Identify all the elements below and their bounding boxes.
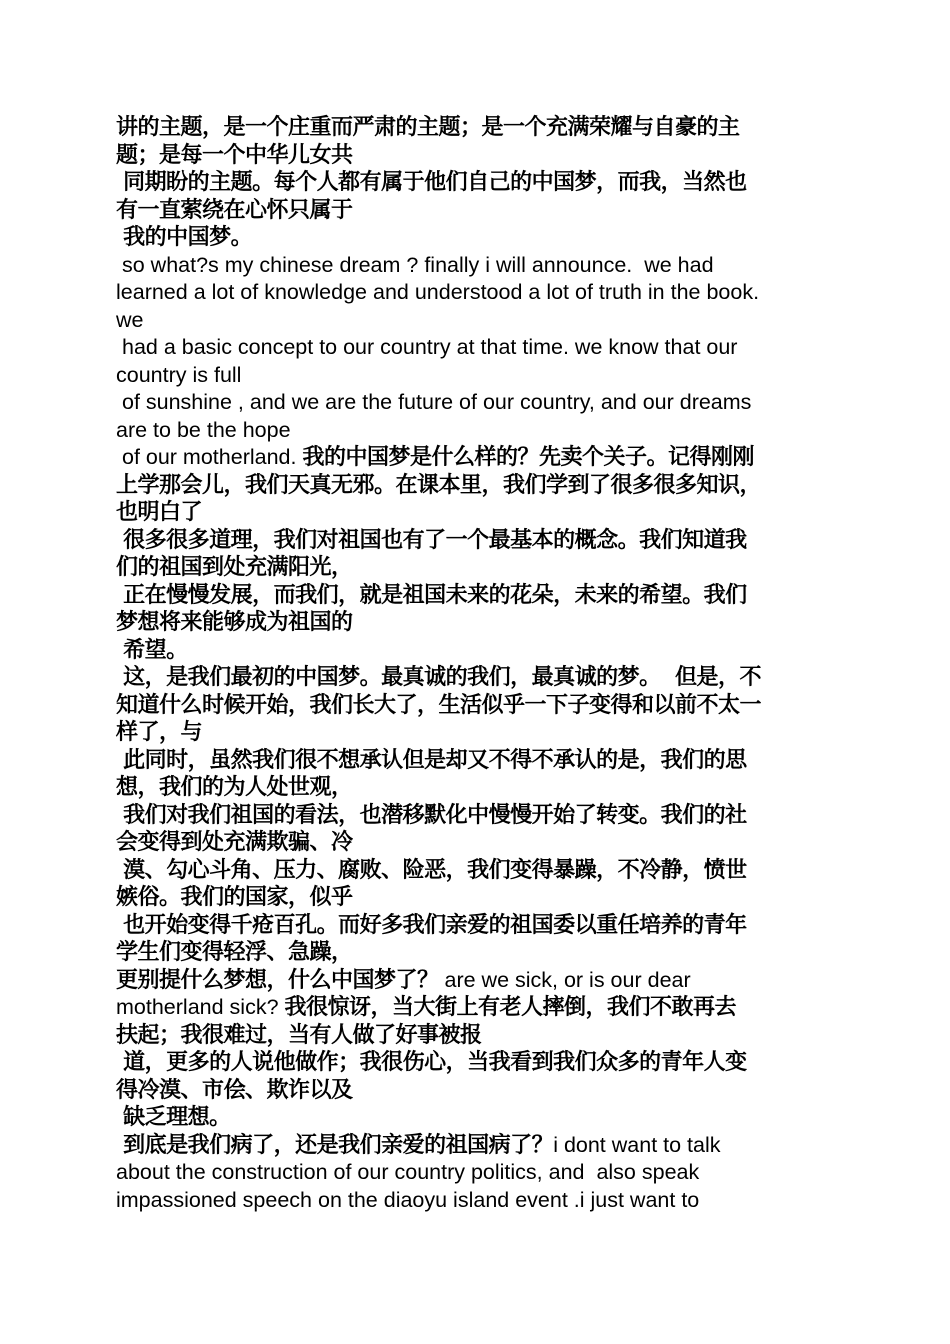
- chinese-text-run: 想，我们的为人处世观，: [116, 775, 353, 800]
- english-text-run: we: [116, 307, 144, 332]
- chinese-text-run: 扶起；我很难过，当有人做了好事被报: [116, 1022, 482, 1048]
- text-line: [116, 719, 840, 747]
- chinese-text-run: 讲的主题，是一个庄重而严肃的主题；是一个充满荣耀与自豪的主: [116, 115, 740, 140]
- chinese-text-run: 同期盼的主题。每个人都有属于他们自己的中国梦，而我，当然也: [116, 170, 747, 195]
- chinese-text-run: 会变得到处充满欺骗、冷: [116, 830, 353, 855]
- text-line: [116, 1132, 840, 1160]
- text-line: [116, 912, 840, 940]
- text-line: [116, 169, 840, 197]
- text-line: [116, 417, 840, 445]
- chinese-text-run: 这，是我们最初的中国梦。最真诚的我们，最真诚的梦。 但是，不: [116, 665, 761, 690]
- text-line: [116, 857, 840, 885]
- english-text-run: impassioned speech on the diaoyu island event .i just want to: [116, 1187, 700, 1212]
- text-line: [116, 1187, 840, 1215]
- text-line: [116, 334, 840, 362]
- chinese-text-run: 梦想将来能够成为祖国的: [116, 610, 353, 635]
- chinese-text-run: 更别提什么梦想，什么中国梦了？: [116, 967, 439, 993]
- text-line: [116, 224, 840, 252]
- english-text-run: country is full: [116, 362, 242, 387]
- english-text-run: so what?s my chinese dream ? finally i will announce. we had: [116, 252, 714, 277]
- text-line: [116, 802, 840, 830]
- chinese-text-run: 正在慢慢发展，而我们，就是祖国未来的花朵，未来的希望。我们: [116, 582, 747, 608]
- chinese-text-run: 希望。: [116, 637, 188, 663]
- text-line: [116, 939, 840, 967]
- text-line: [116, 967, 840, 995]
- text-line: [116, 609, 840, 637]
- chinese-text-run: 我的中国梦。: [116, 225, 253, 250]
- chinese-text-run: 上学那会儿，我们天真无邪。在课本里，我们学到了很多很多知识，: [116, 472, 762, 498]
- text-line: [116, 1159, 840, 1187]
- text-line: [116, 554, 840, 582]
- chinese-text-run: 到底是我们病了，还是我们亲爱的祖国病了？: [116, 1132, 554, 1158]
- text-line: [116, 692, 840, 720]
- text-line: [116, 1077, 840, 1105]
- chinese-text-run: 也明白了: [116, 500, 203, 525]
- text-line: [116, 307, 840, 335]
- chinese-text-run: 缺乏理想。: [116, 1105, 231, 1130]
- text-line: [116, 389, 840, 417]
- text-line: [116, 114, 840, 142]
- text-line: [116, 1022, 840, 1050]
- speech-text: [116, 114, 840, 1214]
- chinese-text-run: 此同时，虽然我们很不想承认但是却又不得不承认的是，我们的思: [116, 747, 747, 773]
- text-line: [116, 637, 840, 665]
- text-line: [116, 472, 840, 500]
- chinese-text-run: 我很惊讶，当大街上有老人摔倒，我们不敢再去: [284, 995, 737, 1020]
- text-line: [116, 1049, 840, 1077]
- text-line: [116, 774, 840, 802]
- chinese-text-run: 漠、勾心斗角、压力、腐败、险恶，我们变得暴躁，不冷静，愤世: [116, 857, 747, 883]
- chinese-text-run: 我们对我们祖国的看法，也潜移默化中慢慢开始了转变。我们的社: [116, 802, 747, 828]
- english-text-run: are to be the hope: [116, 417, 291, 442]
- english-text-run: had a basic concept to our country at that time. we know that our: [116, 335, 738, 359]
- text-line: [116, 747, 840, 775]
- text-line: [116, 499, 840, 527]
- chinese-text-run: 我的中国梦是什么样的？先卖个关子。记得刚刚: [302, 445, 754, 470]
- text-line: [116, 252, 840, 280]
- english-text-run: of our motherland.: [116, 445, 303, 469]
- english-text-run: motherland sick?: [116, 995, 285, 1019]
- text-line: [116, 884, 840, 912]
- text-line: [116, 362, 840, 390]
- english-text-run: about the construction of our country politics, and also speak: [116, 1160, 700, 1184]
- text-line: [116, 582, 840, 610]
- text-line: [116, 1104, 840, 1132]
- chinese-text-run: 题；是每一个中华儿女共: [116, 142, 353, 168]
- english-text-run: of sunshine , and we are the future of our country, and our dreams: [116, 390, 752, 414]
- text-line: [116, 664, 840, 692]
- chinese-text-run: 样了，与: [116, 720, 203, 745]
- chinese-text-run: 很多很多道理，我们对祖国也有了一个最基本的概念。我们知道我: [116, 527, 747, 553]
- chinese-text-run: 学生们变得轻浮、急躁，: [116, 940, 353, 965]
- chinese-text-run: 知道什么时候开始，我们长大了，生活似乎一下子变得和以前不太一: [116, 692, 762, 718]
- chinese-text-run: 们的祖国到处充满阳光，: [116, 555, 353, 580]
- chinese-text-run: 得冷漠、市侩、欺诈以及: [116, 1077, 353, 1103]
- english-text-run: learned a lot of knowledge and understood a lot of truth in the book.: [116, 280, 760, 304]
- chinese-text-run: 也开始变得千疮百孔。而好多我们亲爱的祖国委以重任培养的青年: [116, 912, 747, 938]
- text-line: [116, 527, 840, 555]
- text-line: [116, 197, 840, 225]
- chinese-text-run: 道，更多的人说他做作；我很伤心，当我看到我们众多的青年人变: [116, 1050, 747, 1075]
- text-line: [116, 994, 840, 1022]
- text-line: [116, 142, 840, 170]
- chinese-text-run: 有一直萦绕在心怀只属于: [116, 197, 353, 223]
- english-text-run: are we sick, or is our dear: [438, 967, 691, 992]
- text-line: [116, 829, 840, 857]
- english-text-run: i dont want to talk: [553, 1132, 721, 1157]
- text-line: [116, 279, 840, 307]
- text-line: [116, 444, 840, 472]
- chinese-text-run: 嫉俗。我们的国家，似乎: [116, 885, 353, 910]
